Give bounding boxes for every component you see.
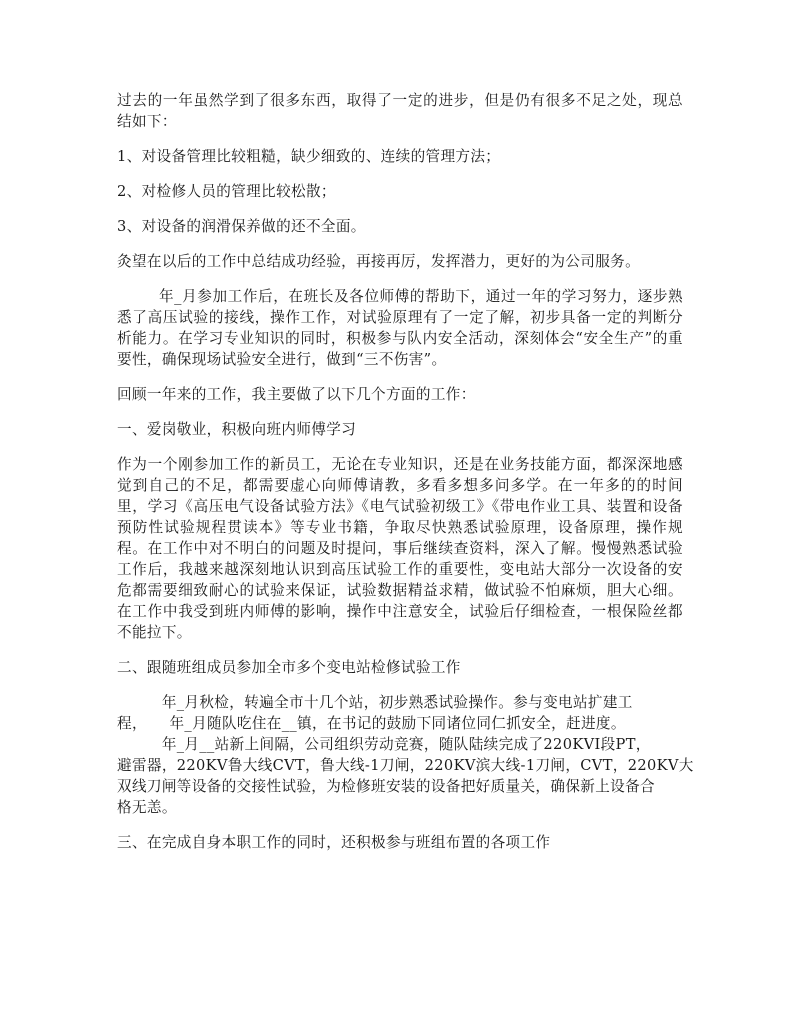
text-line: 年_月__站新上间隔，公司组织劳动竞赛，随队陆续完成了220KVⅠ段PT， [117, 736, 651, 753]
paragraph-summary-intro: 过去的一年虽然学到了很多东西，取得了一定的进步，但是仍有很多不足之处，现总结如下： [117, 92, 683, 130]
list-item-staff-management: 2、对检修人员的管理比较松散； [117, 183, 336, 200]
paragraph-new-employee: 作为一个刚参加工作的新员工，无论在专业知识，还是在业务技能方面，都深深地感觉到自己的不足，都需要虚心向师傅请教，多看多想多问多学。在一年多的的时间里，学习《高压电气设备试验方法》《电气试验初级工》《带电作业工具、装置和设备预防性试验规程贯读本》等专业书籍，争取尽快熟悉试验原理，设备原理，操作规程。在工作中对不明白的问题及时提问，事后继续查资料，深入了解。慢慢熟悉试验工作后，我越来越深刻地认识到高压试验工作的重要性，变电站大部分一次设备的安危都需要细致耐心的试验来保证，试验数据精益求精，做试验不怕麻烦，胆大心细。在工作中我受到班内师傅的影响，操作中注意安全，试验后仔细检查，一根保险丝都不能拉下。 [117, 456, 683, 641]
paragraph-review: 回顾一年来的工作，我主要做了以下几个方面的工作： [117, 386, 476, 403]
list-item-lubrication: 3、对设备的润滑保养做的还不全面。 [117, 218, 366, 235]
paragraph-hope: 灸望在以后的工作中总结成功经验，再接再厉，发挥潜力，更好的为公司服务。 [117, 253, 641, 270]
text-line: 格无恙。 [117, 799, 177, 816]
section-heading-3: 三、在完成自身本职工作的同时，还积极参与班组布置的各项工作 [117, 834, 551, 851]
section-heading-1: 一、爱岗敬业，积极向班内师傅学习 [117, 421, 357, 438]
text-line: 年_月秋检，转遍全市十几个站，初步熟悉试验操作。参与变电站扩建工 [117, 694, 633, 711]
paragraph-substation-work [117, 692, 694, 818]
text-line: 避雷器，220KV鲁大线CVT，鲁大线-1刀闸，220KV滨大线-1刀闸，CVT，220KV大 [117, 757, 694, 774]
list-item-equipment-management: 1、对设备管理比较粗糙，缺少细致的、连续的管理方法； [117, 148, 501, 165]
text-line: 程， 年_月随队吃住在__镇，在书记的鼓励下同诸位同仁抓安全，赶进度。 [117, 715, 626, 732]
section-heading-2: 二、跟随班组成员参加全市多个变电站检修试验工作 [117, 659, 461, 676]
text-line: 双线刀闸等设备的交接性试验，为检修班安装的设备把好质量关，确保新上设备合 [117, 778, 655, 795]
document-body [117, 90, 694, 853]
paragraph-joined-work: 年_月参加工作后，在班长及各位师傅的帮助下，通过一年的学习努力，逐步熟悉了高压试验的接线，操作工作，对试验原理有了一定了解，初步具备一定的判断分析能力。在学习专业知识的同时，积极参与队内安全活动，深刻体会“安全生产”的重要性，确保现场试验安全进行，做到“三不伤害”。 [117, 288, 683, 368]
